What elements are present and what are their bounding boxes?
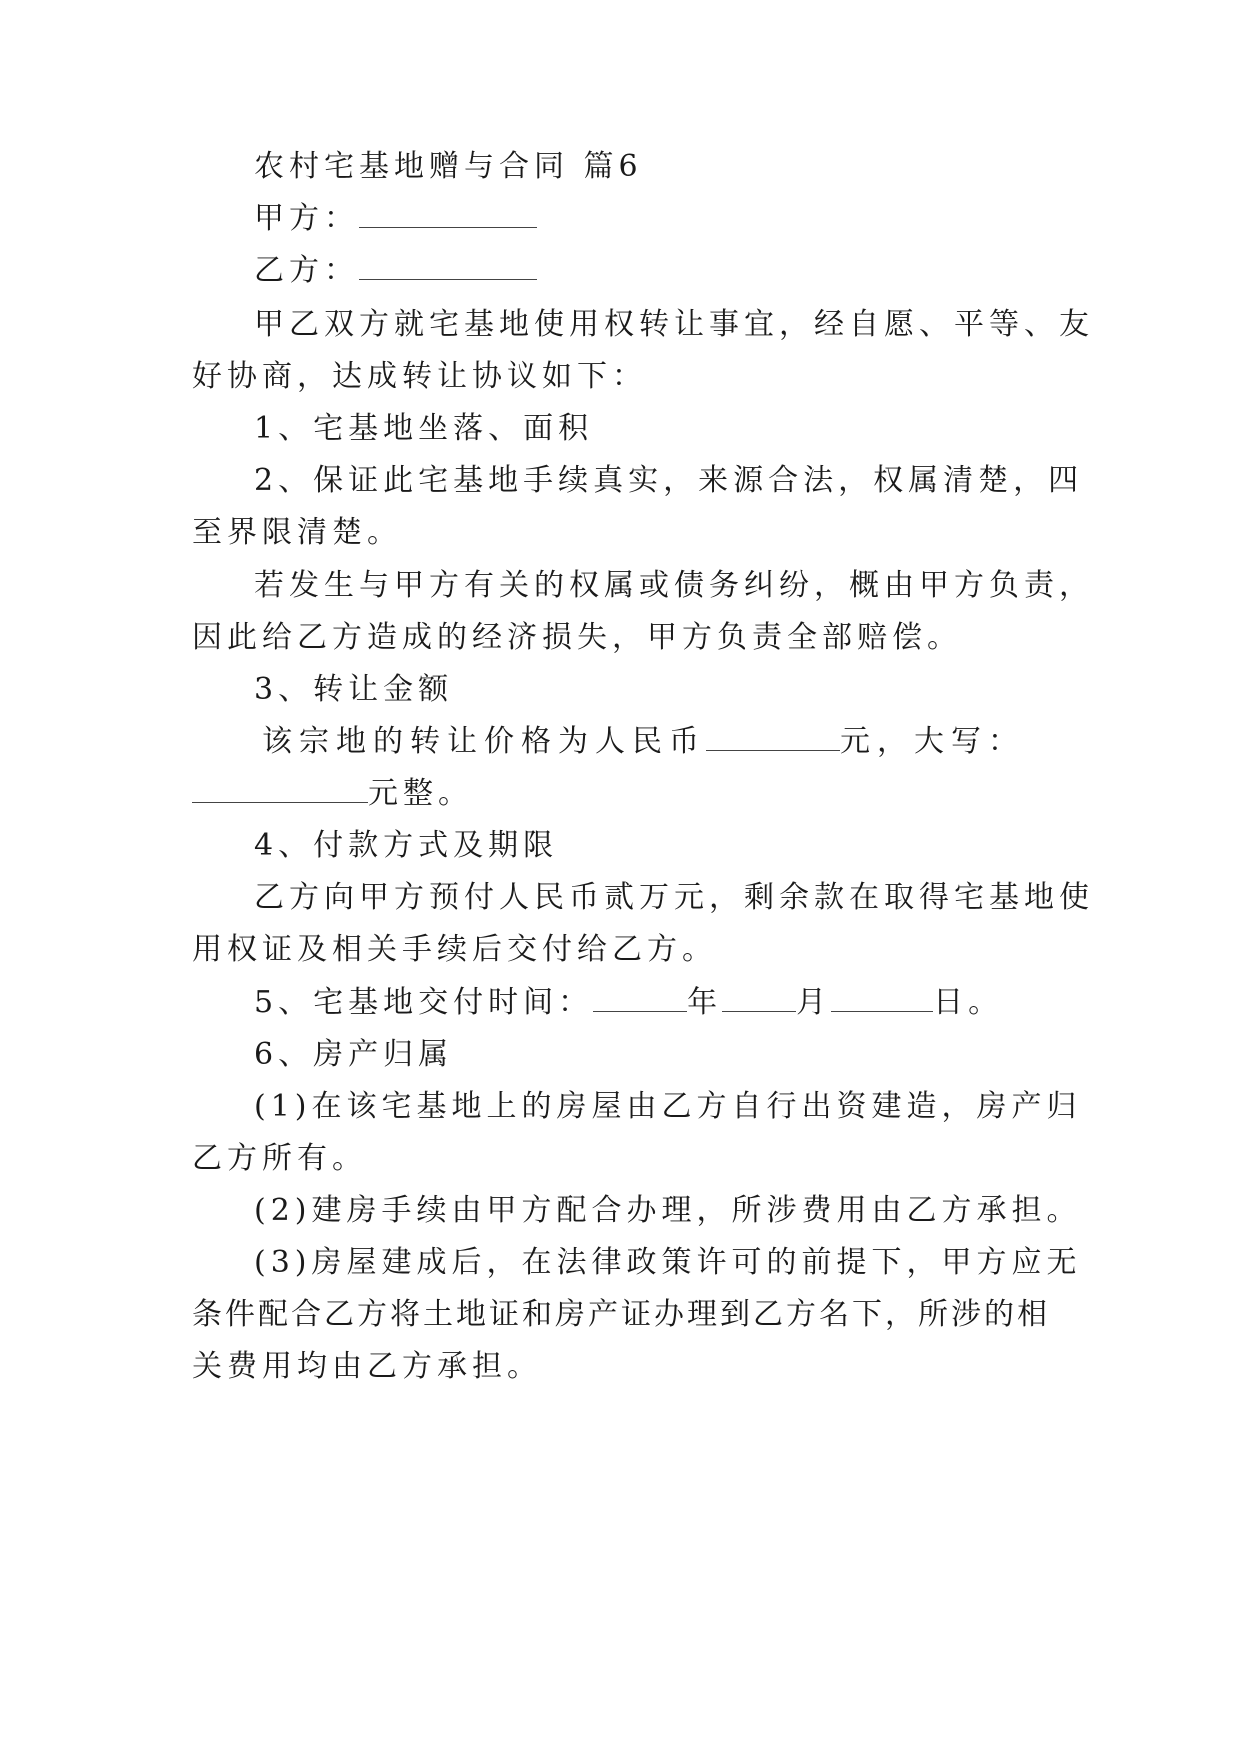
delivery-time-label: 5、宅基地交付时间： [254, 985, 594, 1020]
section-3-heading: 3、转让金额 [254, 672, 454, 707]
party-b-blank [359, 253, 537, 280]
section-6-heading: 6、房产归属 [254, 1037, 454, 1072]
section-2b-line-2: 因此给乙方造成的经济损失，甲方负责全部赔偿。 [192, 620, 962, 655]
section-2-line-2: 至界限清楚。 [192, 515, 402, 550]
day-blank [831, 985, 933, 1012]
section-6-3-line-1: (3)房屋建成后，在法律政策许可的前提下，甲方应无 [254, 1245, 1082, 1280]
price-mid: 元，大写： [840, 724, 1025, 759]
section-4-line-2: 用权证及相关手续后交付给乙方。 [192, 932, 717, 967]
year-blank [593, 985, 687, 1012]
section-6-3-line-3: 关费用均由乙方承担。 [192, 1349, 542, 1384]
price-prefix: 该宗地的转让价格为人民币 [262, 724, 706, 759]
price-uppercase-blank [192, 776, 368, 803]
section-3-price-line-2 [192, 774, 473, 814]
day-label: 日。 [933, 985, 1004, 1020]
party-b-label: 乙方： [254, 253, 359, 288]
document-title: 农村宅基地赠与合同 篇6 [254, 149, 643, 184]
party-a-label: 甲方： [254, 201, 359, 236]
section-2-line-1: 2、保证此宅基地手续真实，来源合法，权属清楚，四 [254, 463, 1084, 498]
section-5-line [254, 983, 1003, 1023]
section-6-1-line-2: 乙方所有。 [192, 1141, 367, 1176]
section-2b-line-1: 若发生与甲方有关的权属或债务纠纷，概由甲方负责， [254, 568, 1094, 603]
section-6-1-line-1: (1)在该宅基地上的房屋由乙方自行出资建造，房产归 [254, 1089, 1082, 1124]
party-a-line [254, 199, 537, 239]
section-4-line-1: 乙方向甲方预付人民币贰万元，剩余款在取得宅基地使 [254, 880, 1094, 915]
section-4-heading: 4、付款方式及期限 [254, 828, 559, 863]
party-b-line [254, 251, 537, 291]
section-3-price-line [262, 722, 1025, 762]
intro-line-1: 甲乙双方就宅基地使用权转让事宜，经自愿、平等、友 [254, 307, 1094, 342]
price-suffix: 元整。 [368, 776, 473, 811]
price-amount-blank [706, 724, 840, 751]
section-6-2-line-1: (2)建房手续由甲方配合办理，所涉费用由乙方承担。 [254, 1193, 1082, 1228]
section-6-3-line-2: 条件配合乙方将土地证和房产证办理到乙方名下，所涉的相 [192, 1297, 1050, 1332]
month-label: 月 [796, 985, 832, 1020]
month-blank [722, 985, 796, 1012]
party-a-blank [359, 201, 537, 228]
section-1-heading: 1、宅基地坐落、面积 [254, 411, 594, 446]
intro-line-2: 好协商，达成转让协议如下： [192, 359, 647, 394]
year-label: 年 [687, 985, 723, 1020]
